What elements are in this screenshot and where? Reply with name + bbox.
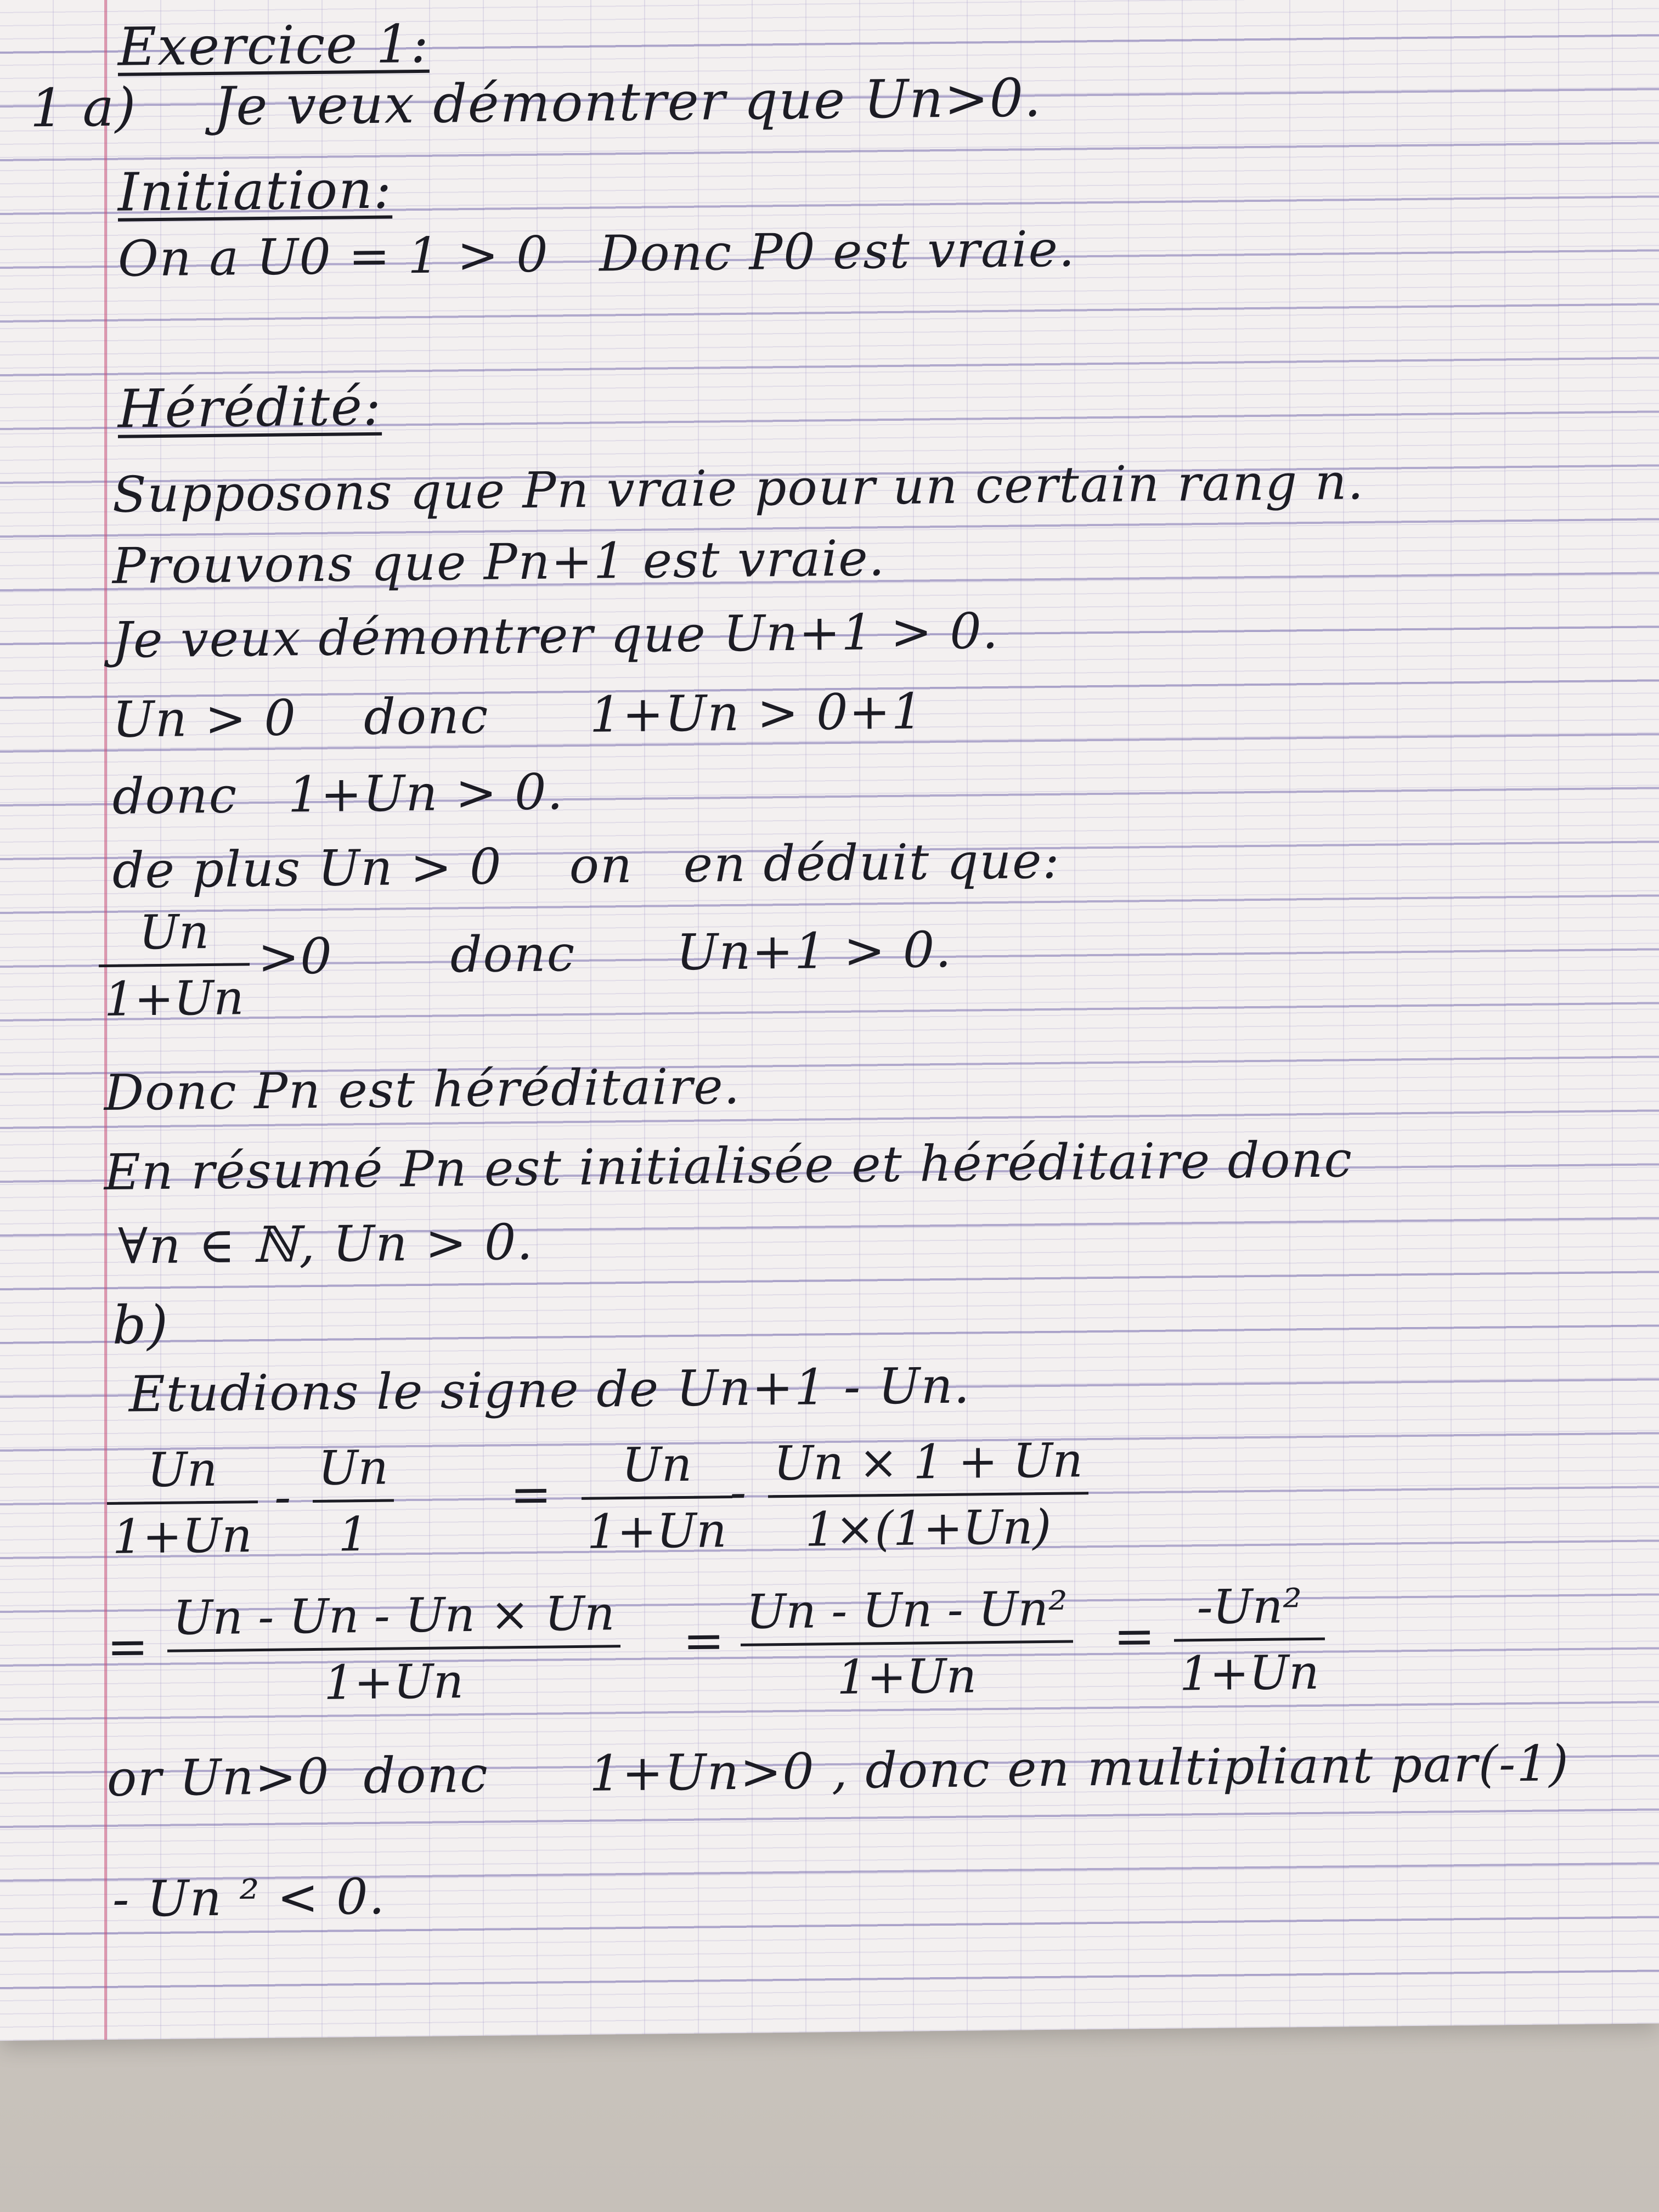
- eq1-minus-2: -: [730, 1463, 748, 1522]
- fraction-numerator: Un - Un - Un²: [746, 1581, 1068, 1640]
- fraction-denominator: 1+Un: [837, 1649, 977, 1706]
- fraction-numerator: Un: [318, 1440, 388, 1496]
- fraction-denominator: 1+Un: [112, 1508, 252, 1565]
- eq2-equals: =: [107, 1618, 150, 1676]
- eq1-fraction-4: [768, 1433, 1088, 1558]
- heredite-heading: Hérédité:: [118, 375, 382, 440]
- fraction-numerator: Un × 1 + Un: [774, 1433, 1083, 1492]
- eq2-fraction-3: [1174, 1579, 1325, 1702]
- heredite-line: Prouvons que Pn+1 est vraie.: [112, 529, 886, 595]
- fraction-numerator: Un: [139, 905, 210, 961]
- fraction-un-over-1plus-un: [99, 905, 250, 1028]
- initiation-text: On a U0 = 1 > 0 Donc P0 est vraie.: [118, 220, 1076, 288]
- fraction-denominator: 1: [338, 1506, 369, 1562]
- part2-intro: Etudions le signe de Un+1 - Un.: [129, 1357, 971, 1424]
- fraction-numerator: Un - Un - Un × Un: [173, 1586, 615, 1646]
- final-line: - Un ² < 0.: [112, 1867, 386, 1928]
- fraction-denominator: 1+Un: [587, 1503, 727, 1560]
- eq1-equals: =: [510, 1465, 553, 1524]
- fraction-denominator: 1×(1+Un): [805, 1499, 1052, 1558]
- initiation-heading: Initiation:: [118, 159, 393, 223]
- part1-label: 1 a): [30, 76, 137, 139]
- fraction-denominator: 1+Un: [324, 1654, 464, 1711]
- conclusion-line: Donc Pn est héréditaire.: [104, 1057, 741, 1122]
- fraction-denominator: 1+Un: [1180, 1645, 1319, 1702]
- eq2-fraction-1: [167, 1586, 620, 1711]
- part2-label: b): [112, 1294, 169, 1356]
- heredite-line: Je veux démontrer que Un+1 > 0.: [112, 602, 1000, 669]
- fraction-numerator: Un: [147, 1442, 218, 1498]
- heredite-line: Supposons que Pn vraie pour un certain rang n.: [112, 453, 1365, 524]
- eq2-equals-3: =: [1114, 1607, 1156, 1666]
- conclusion-line: ∀n ∈ ℕ, Un > 0.: [118, 1213, 534, 1276]
- eq1-minus: -: [274, 1468, 292, 1526]
- heredite-line: donc 1+Un > 0.: [112, 763, 564, 826]
- final-line: or Un>0 donc 1+Un>0 , donc en multipliant par(-1): [107, 1735, 1570, 1808]
- eq1-fraction-3: [582, 1437, 732, 1560]
- eq1-fraction-1: [107, 1442, 258, 1565]
- heredite-line: Un > 0 donc 1+Un > 0+1: [112, 682, 924, 749]
- eq2-fraction-2: [741, 1581, 1073, 1706]
- fraction-denominator: 1+Un: [104, 970, 244, 1028]
- fraction-conclusion: >0 donc Un+1 > 0.: [258, 921, 952, 986]
- heredite-line: de plus Un > 0 on en déduit que:: [112, 832, 1060, 900]
- fraction-numerator: Un: [622, 1437, 692, 1493]
- eq1-fraction-2: [313, 1440, 394, 1562]
- eq2-equals-2: =: [683, 1612, 726, 1670]
- conclusion-line: En résumé Pn est initialisée et héréditaire donc: [104, 1131, 1353, 1202]
- fraction-numerator: -Un²: [1197, 1579, 1302, 1635]
- exercise-title: Exercice 1:: [118, 13, 430, 78]
- part1-goal: Je veux démontrer que Un>0.: [214, 67, 1042, 137]
